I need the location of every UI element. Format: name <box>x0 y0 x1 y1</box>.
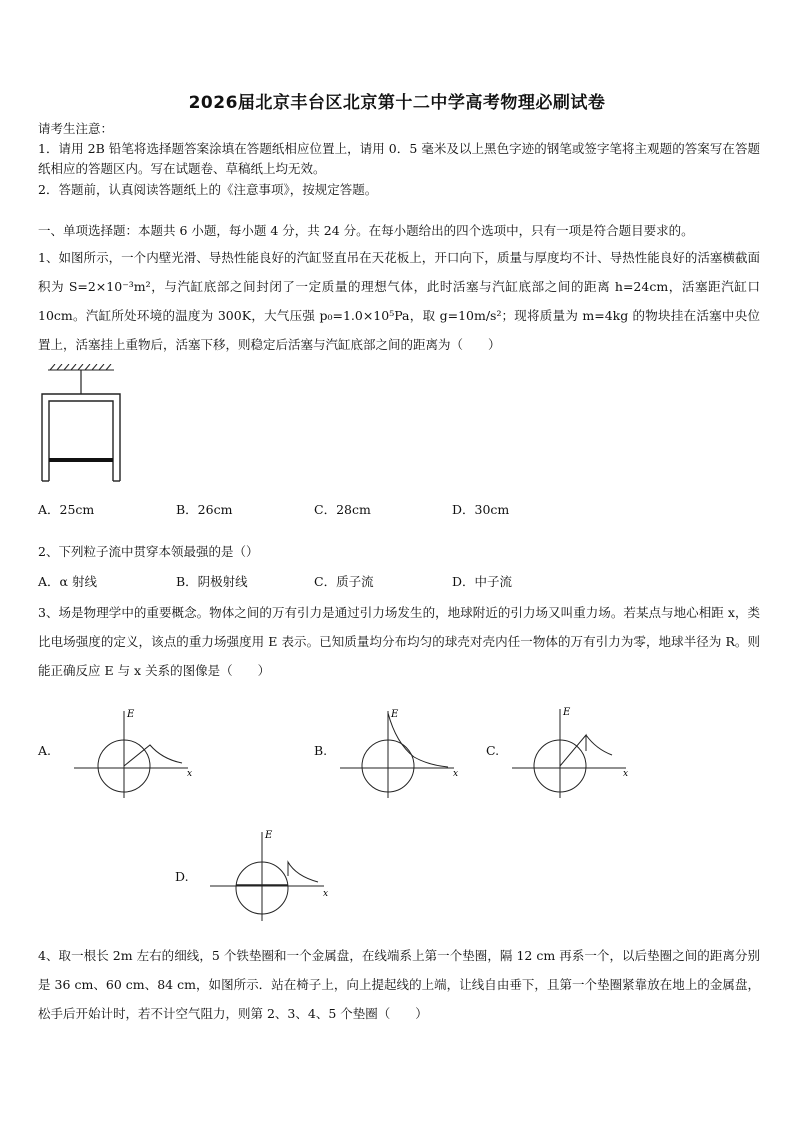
question-2-text: 2、下列粒子流中贯穿本领最强的是（） <box>38 544 259 559</box>
section-heading: 一、单项选择题：本题共 6 小题，每小题 4 分，共 24 分。在每小题给出的四个选项中，只有一项是符合题目要求的。 <box>38 223 694 238</box>
q1-option-b[interactable]: B．26cm <box>176 502 233 517</box>
cylinder-inner <box>49 401 113 481</box>
graph-a-x-label: x <box>187 769 193 779</box>
q2-option-c[interactable]: C．质子流 <box>314 574 374 589</box>
question-4-text: 4、取一根长 2m 左右的细线，5 个铁垫圈和一个金属盘，在线端系上第一个垫圈，隔 12 cm 再系一个，以后垫圈之间的距离分别是 36 cm、60 cm、84 cm，如图所示．站在椅子上，向上提起线的上端，让线自由垂下，且第一个垫圈紧靠放在地上的金属盘，松手后开始计时，若不计空气阻力，则第 2、3、4、5 个垫圈（ ） <box>38 948 760 1021</box>
q1-option-a[interactable]: A．25cm <box>38 502 95 517</box>
q1-option-d[interactable]: D．30cm <box>452 502 510 517</box>
graph-d-curve <box>288 862 318 882</box>
question-1-options <box>38 500 509 518</box>
cylinder-diagram <box>36 364 126 484</box>
q3-option-d-label[interactable]: D. <box>175 869 189 884</box>
graph-c-x-label: x <box>623 769 629 779</box>
q2-option-a[interactable]: A．α 射线 <box>38 574 97 589</box>
graph-a-y-label: E <box>127 709 135 720</box>
graph-b <box>336 703 466 803</box>
graph-a <box>70 703 200 803</box>
cylinder-outer <box>42 394 120 481</box>
notice-heading: 请考生注意： <box>38 121 114 136</box>
graph-b-x-label: x <box>453 769 459 779</box>
question-2-options <box>38 572 512 590</box>
piston <box>49 458 113 462</box>
question-3-text: 3、场是物理学中的重要概念。物体之间的万有引力是通过引力场发生的，地球附近的引力场又叫重力场。若某点与地心相距 x，类比电场强度的定义，该点的重力场强度用 E 表示。已知质量均分布均匀的球壳对壳内任一物体的万有引力为零，地球半径为 R。则能正确反应 E 与 x 关系的图像是（ ） <box>38 605 760 678</box>
notice-item-2: 2．答题前，认真阅读答题纸上的《注意事项》，按规定答题。 <box>38 182 378 197</box>
page-title: 2026届北京丰台区北京第十二中学高考物理必刷试卷 <box>188 93 606 113</box>
question-1-text: 1、如图所示，一个内壁光滑、导热性能良好的汽缸竖直吊在天花板上，开口向下，质量与厚度均不计、导热性能良好的活塞横截面积为 S=2×10⁻³m²，与汽缸底部之间封闭了一定质量的理想气体，此时活塞与汽缸底部之间的距离 h=24cm，活塞距汽缸口 10cm。汽缸所处环境的温度为 300K，大气压强 p₀=1.0×10⁵Pa，取 g=10m/s²；现将质量为 m=4kg 的物块挂在活塞中央位置上，活塞挂上重物后，活塞下移，则稳定后活塞与汽缸底部之间的距离为（ ） <box>38 250 760 352</box>
graph-b-y-label: E <box>391 709 399 720</box>
graph-a-curve <box>124 745 182 766</box>
graph-c <box>508 703 638 803</box>
q2-option-b[interactable]: B．阴极射线 <box>176 574 248 589</box>
q1-option-c[interactable]: C．28cm <box>314 502 371 517</box>
graph-c-y-label: E <box>563 707 571 718</box>
graph-b-curve <box>388 713 448 767</box>
q3-option-c-label[interactable]: C. <box>486 743 500 758</box>
graph-d <box>206 826 336 926</box>
graph-d-y-label: E <box>265 830 273 841</box>
q3-option-a-label[interactable]: A. <box>38 743 52 758</box>
q3-option-b-label[interactable]: B. <box>314 743 328 758</box>
q2-option-d[interactable]: D．中子流 <box>452 574 513 589</box>
graph-d-x-label: x <box>323 889 329 899</box>
ceiling-hatch <box>48 364 114 370</box>
notice-item-1: 1．请用 2B 铅笔将选择题答案涂填在答题纸相应位置上，请用 0．5 毫米及以上黑色字迹的钢笔或签字笔将主观题的答案写在答题纸相应的答题区内。写在试题卷、草稿纸上均无效。 <box>38 141 760 176</box>
